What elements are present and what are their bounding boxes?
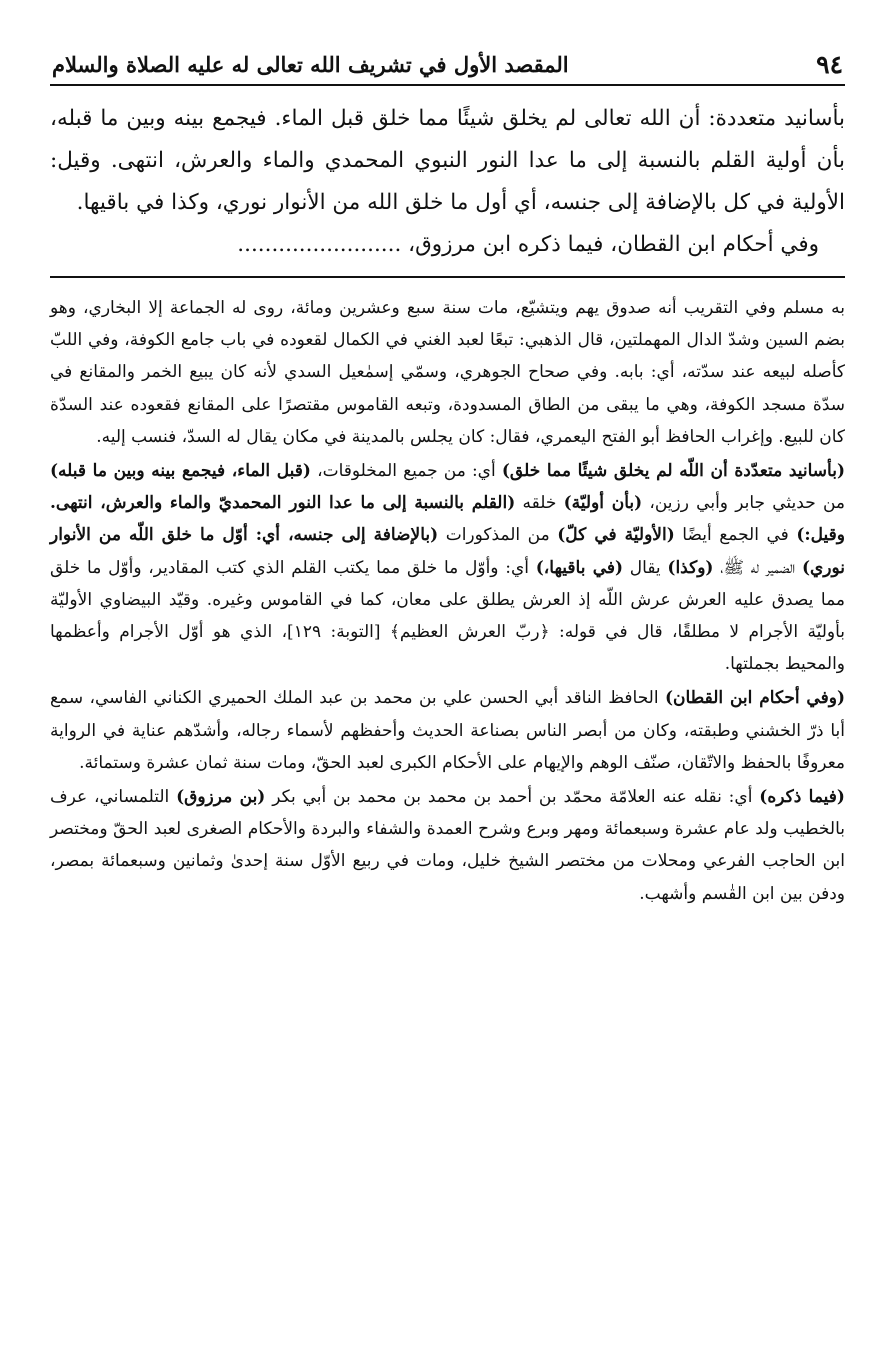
commentary-paragraph-4 — [50, 781, 845, 910]
gloss-text: الضمير له ﷺ، — [713, 557, 802, 578]
continuation-dots: ........................ — [237, 232, 402, 257]
quoted-lemma: (القلم بالنسبة إلى ما عدا النور المحمديّ والماء والعرش، انتهى. وقيل:) — [50, 493, 845, 546]
commentary — [50, 292, 845, 910]
gloss-text: التلمساني، عرف بالخطيب ولد عام عشرة وسبعمائة ومهر وبرع وشرح العمدة والشفاء والبردة والأحكام الصغرى لعبد الحقّ ومختصر ابن الحاجب الفرعي ومحلات من مختصر الشيخ خليل، ومات في ربيع الأوّل سنة إحدىٰ وثمانين وسبعمائة بمصر، ودفن بين ابن القٰسم وأشهب. — [50, 787, 845, 904]
quoted-lemma: (بأسانيد متعدّدة أن اللّه لم يخلق شيئًا مما خلق) — [501, 461, 845, 482]
commentary-paragraph-1: به مسلم وفي التقريب أنه صدوق يهم ويتشيّع، مات سنة سبع وعشرين ومائة، روى له الجماعة إلا البخاري، وهو بضم السين وشدّ الدال المهملتين، قال الذهبي: تبعًا لعبد الغني في الكمال لقعوده في باب جامع الكوفة، وفي اللبّ كأصله لبيعه عند سدّته، أي: بابه. وفي صحاح الجوهري، وسمّي إسمٰعيل السدي لأنه كان يبيع الخمر والمقانع في سدّة مسجد الكوفة، وهي ما يبقى من الطاق المسدودة، وتبعه القاموس مقتصرًا على المقانع فقعوده عند السدّة كان للبيع. وإغراب الحافظ أبو الفتح اليعمري، فقال: كان يجلس بالمدينة في مكان يقال له السدّ، فنسب إليه. — [50, 298, 845, 447]
book-page — [50, 40, 845, 1330]
quoted-lemma: (في باقيها،) — [535, 557, 624, 578]
chapter-title: المقصد الأول في تشريف الله تعالى له عليه الصلاة والسلام — [52, 52, 569, 77]
gloss-text: أي: وأوّل ما خلق مما يكتب القلم الذي كتب المقادير، وأوّل ما خلق مما يصدق عليه العرش عرش اللّه إذ العرش يطلق على معان، كما في القاموس وغيره. وقيّد البيضاوي الأوليّة بأوليّة الأجرام لا مطلقًا، قال في قوله: ﴿ربّ العرش العظيم﴾ [التوبة: ١٢٩]، الذي هو أوّل الأجرام وأعظمها والمحيط بجملتها. — [50, 557, 846, 675]
gloss-text: الحافظ الناقد أبي الحسن علي بن محمد بن عبد الملك الحميري الكناني الفاسي، سمع أبا ذرّ الخشني وطبقته، وكان من أبصر الناس بصناعة الحديث وأحفظهم لأسماء رجاله، وأشدّهم عناية في الرواية معروفًا بالحفظ والاتّقان، صنّف الوهم والإيهام على الأحكام الكبرى لعبد الحقّ، ومات سنة ثمان عشرة وستمائة. — [50, 688, 845, 773]
commentary-paragraph-2 — [50, 455, 845, 680]
main-text — [50, 98, 845, 266]
main-tail-text: وفي أحكام ابن القطان، فيما ذكره ابن مرزوق، — [408, 232, 819, 257]
main-paragraph: بأسانيد متعددة: أن الله تعالى لم يخلق شيئًا مما خلق قبل الماء. فيجمع بينه وبين ما قبله، بأن أولية القلم بالنسبة إلى ما عدا النور النبوي المحمدي والماء والعرش، انتهى. وقيل: الأولية في كل بالإضافة إلى جنسه، أي أول ما خلق الله من الأنوار نوري، وكذا في باقيها. — [50, 106, 845, 215]
quoted-lemma: (بن مرزوق) — [176, 787, 266, 808]
gloss-text: من حديثي جابر وأبي رزين، — [642, 493, 845, 514]
page-number: ٩٤ — [816, 50, 843, 79]
section-divider — [50, 276, 845, 278]
gloss-text: خلقه — [515, 493, 564, 514]
gloss-text: من المذكورات — [438, 525, 558, 546]
quoted-lemma: (الأوليّة في كلّ) — [557, 525, 675, 546]
main-paragraph-tail — [50, 224, 845, 266]
quoted-lemma: (بأن أوليّة) — [563, 493, 643, 514]
gloss-text: أي: من جميع المخلوقات، — [310, 461, 502, 482]
gloss-text: أي: نقله عنه العلامّة محمّد بن أحمد بن محمد بن محمد بن أبي بكر — [265, 787, 760, 808]
quoted-lemma: (بالإضافة إلى جنسه، أي: أوّل ما خلق اللّه من الأنوار نوري) — [50, 525, 846, 578]
commentary-paragraph-3 — [50, 682, 845, 779]
running-header — [50, 40, 845, 86]
gloss-text: في الجمع أيضًا — [674, 525, 797, 546]
gloss-text: يقال — [623, 557, 668, 578]
quoted-lemma: (وفي أحكام ابن القطان) — [664, 688, 845, 709]
quoted-lemma: (فيما ذكره) — [759, 787, 845, 808]
quoted-lemma: (قبل الماء، فيجمع بينه وبين ما قبله) — [50, 461, 311, 482]
quoted-lemma: (وكذا) — [667, 557, 714, 578]
